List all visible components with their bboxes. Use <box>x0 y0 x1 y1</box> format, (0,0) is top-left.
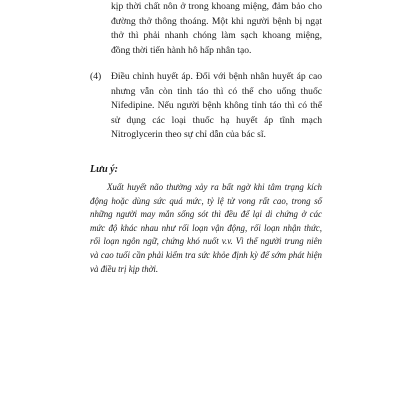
note-title: Lưu ý: <box>90 164 118 175</box>
list-item-number: (4) <box>90 71 102 82</box>
note-body: Xuất huyết não thường xảy ra bất ngờ khi tâm trạng kích động hoặc dùng sức quá mức, tỷ lệ tử vong rất cao, trong số những người may mắn sống sót thì đều để lại di chứng ở các mức độ khác nhau như rối loạn vận động, rối loạn nhận thức, rối loạn ngôn ngữ, chứng khó nuốt v.v. Vì thế người trung niên và cao tuổi cần phải kiểm tra sức khỏe định kỳ để sớm phát hiện và điều trị kịp thời. <box>90 182 322 274</box>
list-item-text: Điều chỉnh huyết áp. Đối với bệnh nhân huyết áp cao nhưng vẫn còn tỉnh táo thì có thể cho uống thuốc Nifedipine. Nếu người bệnh không tỉnh táo thì có thể sử dụng các loại thuốc hạ huyết áp tĩnh mạch Nitroglycerin theo sự chỉ dẫn của bác sĩ. <box>111 71 322 141</box>
list-item-4 <box>90 70 322 143</box>
paragraph-continuation: kịp thời chất nôn ở trong khoang miệng, đảm bảo cho đường thở thông thoáng. Một khi người bệnh bị ngạt thở thì phải nhanh chóng làm sạch khoang miệng, đồng thời tiến hành hô hấp nhân tạo. <box>111 1 322 56</box>
